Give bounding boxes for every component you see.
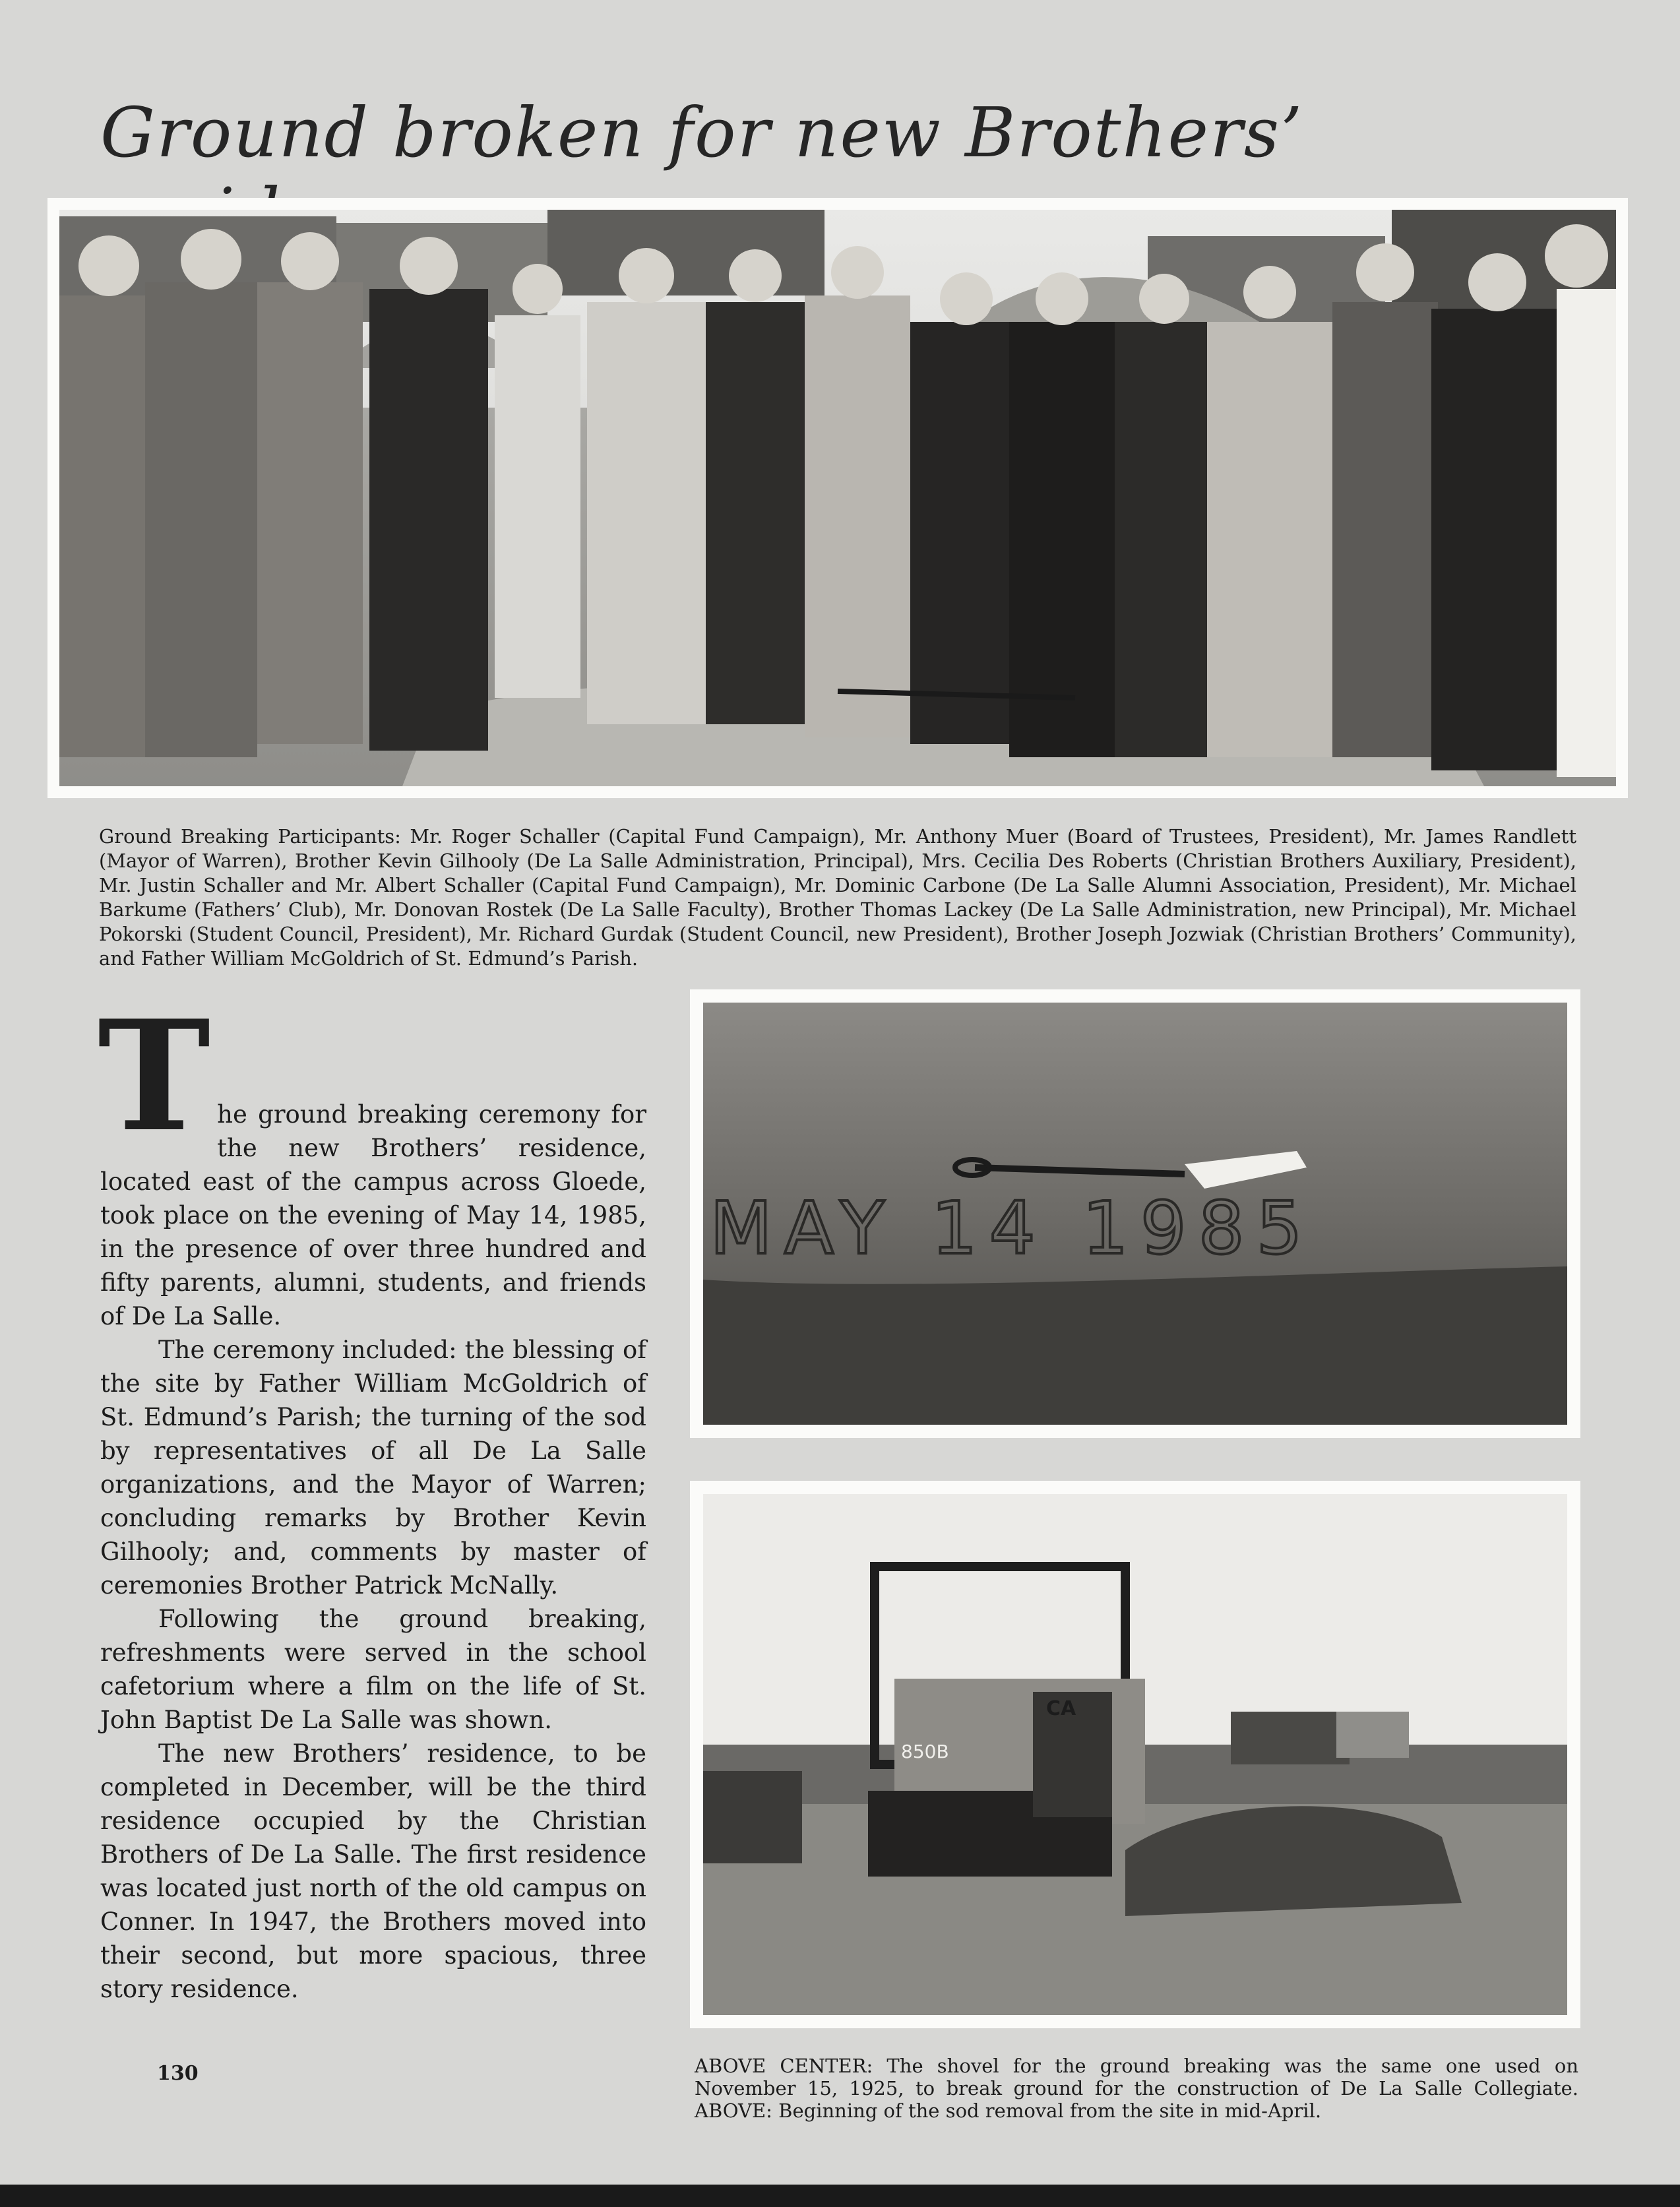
bulldozer-model-label: 850B: [901, 1741, 949, 1762]
article-paragraph-3: Following the ground breaking, refreshments were served in the school cafetorium where a film on the life of St. John Baptist De La Salle was shown.: [100, 1605, 646, 1734]
article-paragraph-2: The ceremony included: the blessing of the site by Father William McGoldrich of St. Edmund’s Parish; the turning of the sod by representatives of all De La Salle organizations, and the Mayor of Warren; concluding remarks by Brother Kevin Gilhooly; and, comments by master of ceremonies Brother Patrick McNally.: [100, 1336, 646, 1600]
page-bottom-band: [0, 2185, 1680, 2207]
shovel-ground-text: MAY 14 1985: [710, 1186, 1315, 1270]
article-paragraph-1: [98, 987, 646, 1333]
drop-cap: T: [98, 987, 211, 1166]
article-paragraph-1-text: he ground breaking ceremony for the new Brothers’ residence, located east of the campus across Gloede, took place on the evening of May 14, 1985, in the presence of over three hundred and fifty parents, alumni, students, and friends of De La Salle.: [100, 1100, 646, 1330]
shovel-photo: [703, 1003, 1567, 1425]
article-paragraph-4: The new Brothers’ residence, to be completed in December, will be the third residence occupied by the Christian Brothers of De La Salle. The first residence was located just north of the old campus on Conner. In 1947, the Brothers moved into their second, but more spacious, three story residence.: [100, 1739, 646, 2003]
group-photo: [59, 210, 1616, 786]
shovel-photo-frame: [690, 989, 1580, 1438]
page-number: 130: [157, 2062, 199, 2085]
bulldozer-brand-label: CA: [1046, 1697, 1076, 1720]
article-body: [98, 987, 646, 2006]
page-title: Ground broken for new Brothers’: [100, 92, 1304, 173]
bulldozer-photo: [703, 1494, 1567, 2015]
group-photo-caption: Ground Breaking Participants: Mr. Roger Schaller (Capital Fund Campaign), Mr. Anthony Muer (Board of Trustees, President), Mr. James Randlett (Mayor of Warren), Brother Kevin Gilhooly (De La Salle Administration, Principal), Mrs. Cecilia Des Roberts (Christian Brothers Auxiliary, President), Mr. Justin Schaller and Mr. Albert Schaller (Capital Fund Campaign), Mr. Dominic Carbone (De La Salle Alumni Association, President), Mr. Michael Barkume (Fathers’ Club), Mr. Donovan Rostek (De La Salle Faculty), Brother Thomas Lackey (De La Salle Administration, new Principal), Mr. Michael Pokorski (Student Council, President), Mr. Richard Gurdak (Student Council, new President), Brother Joseph Jozwiak (Christian Brothers’ Community), and Father William McGoldrich of St. Edmund’s Parish.: [99, 825, 1576, 970]
bulldozer-photo-frame: [690, 1481, 1580, 2028]
group-photo-frame: [47, 198, 1628, 798]
photos-caption: ABOVE CENTER: The shovel for the ground breaking was the same one used on November 15, 1925, to break ground for the construction of De La Salle Collegiate. ABOVE: Beginning of the sod removal from the site in mid-April.: [695, 2055, 1578, 2122]
